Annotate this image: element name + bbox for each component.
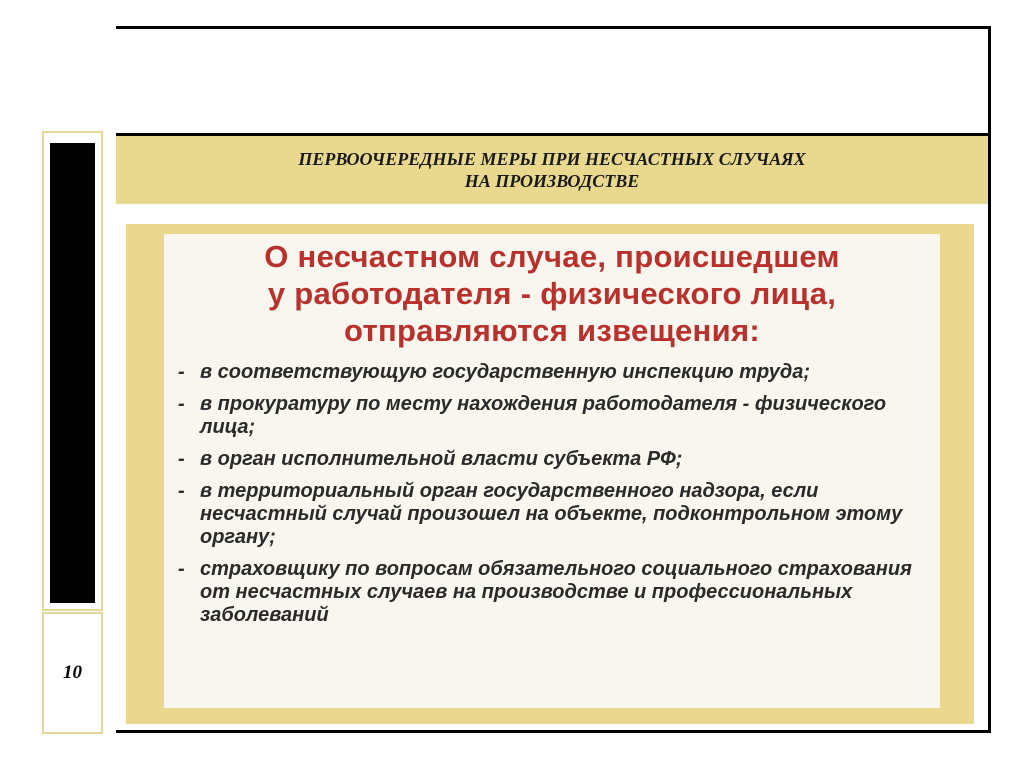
bullet-dash: - (178, 480, 185, 502)
bullet-dash: - (178, 448, 185, 470)
heading-line-1: О несчастном случае, происшедшем (264, 239, 840, 274)
title-line-1: ПЕРВООЧЕРЕДНЫЕ МЕРЫ ПРИ НЕСЧАСТНЫХ СЛУЧАЯХ (298, 149, 806, 169)
list-item-text: в территориальный орган государственного надзора, если несчастный случай произошел на объекте, подконтрольном этому органу; (200, 480, 903, 548)
bullet-dash: - (178, 558, 185, 580)
title-bar (116, 133, 991, 207)
list-item-text: в прокуратуру по месту нахождения работодателя - физического лица; (200, 393, 887, 438)
left-black-bar (50, 143, 95, 603)
list-item (178, 361, 940, 384)
list-item-text: страховщику по вопросам обязательного социального страхования от несчастных случаев на производстве и профессиональных заболеваний (200, 558, 912, 626)
content-heading (164, 238, 940, 349)
list-item-text: в орган исполнительной власти субъекта РФ; (200, 448, 683, 470)
list-item (178, 448, 940, 471)
page-number: 10 (63, 662, 82, 683)
title-line-2: НА ПРОИЗВОДСТВЕ (464, 171, 640, 191)
heading-line-2: у работодателя - физического лица, (267, 276, 837, 311)
list-item (178, 393, 940, 439)
content-frame (116, 204, 991, 733)
bullet-dash: - (178, 393, 185, 415)
recipient-list (178, 361, 940, 627)
slide-title (298, 148, 805, 192)
list-item-text: в соответствующую государственную инспекцию труда; (200, 361, 810, 383)
list-item (178, 558, 940, 627)
content-image (164, 234, 940, 708)
top-frame (116, 26, 991, 136)
content-image-border (126, 224, 974, 724)
heading-line-3: отправляются извещения: (344, 313, 760, 348)
left-decor-panel (42, 131, 103, 611)
page-number-box (42, 612, 103, 734)
list-item (178, 480, 940, 549)
bullet-dash: - (178, 361, 185, 383)
